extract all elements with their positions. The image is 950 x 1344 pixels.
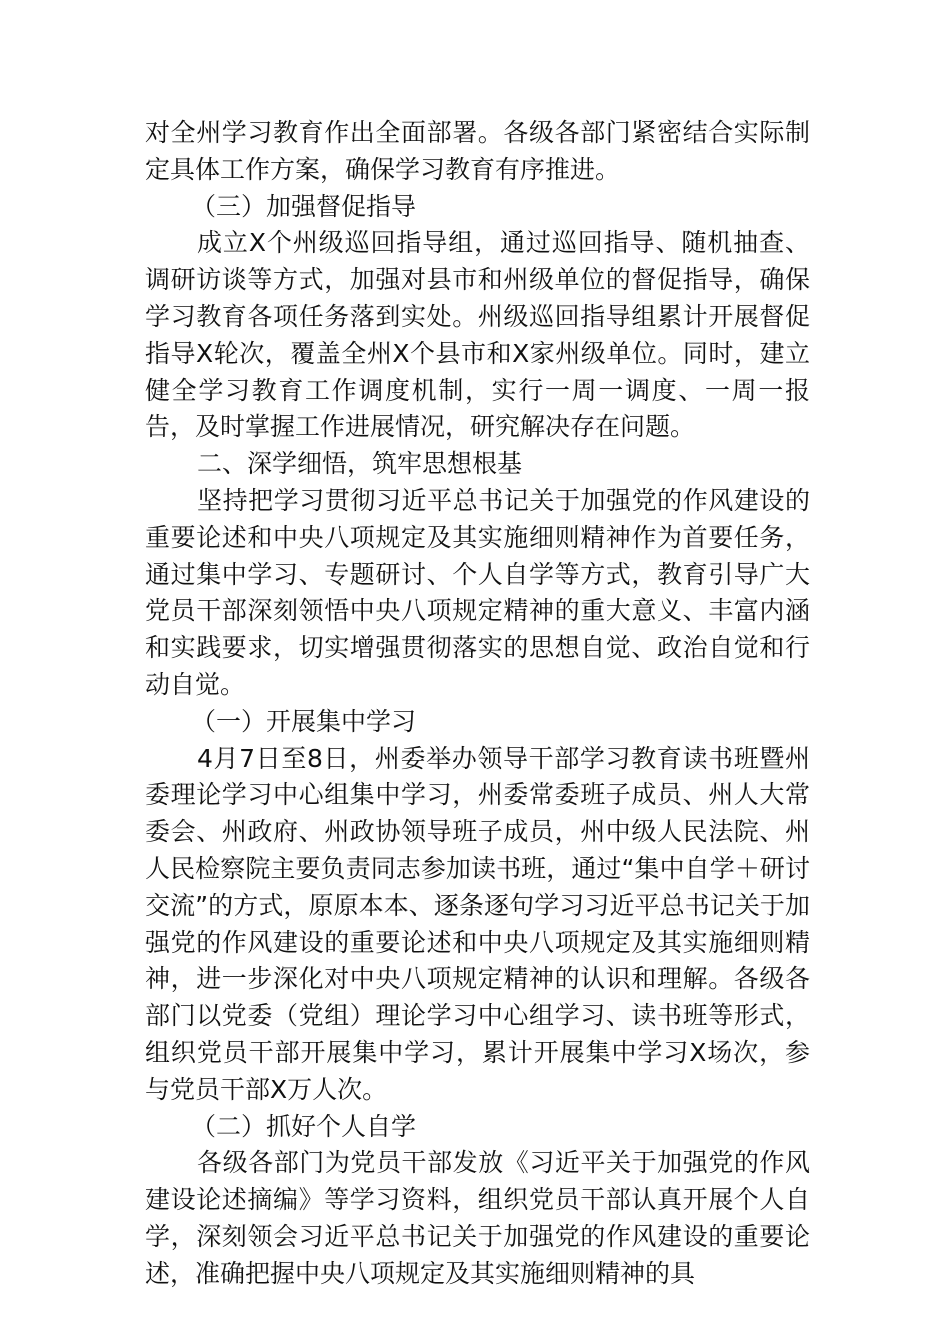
section-heading: 二、深学细悟，筑牢思想根基 xyxy=(197,449,523,479)
body-paragraph-continued: 对全州学习教育作出全面部署。各级各部门紧密结合实际制定具体工作方案，确保学习教育有序推进。 xyxy=(145,118,810,184)
document-page xyxy=(145,115,810,1293)
body-paragraph: 成立X个州级巡回指导组，通过巡回指导、随机抽查、调研访谈等方式，加强对县市和州级单位的督促指导，确保学习教育各项任务落到实处。州级巡回指导组累计开展督促指导X轮次，覆盖全州X个县市和X家州级单位。同时，建立健全学习教育工作调度机制，实行一周一调度、一周一报告，及时掌握工作进展情况，研究解决存在问题。 xyxy=(145,228,810,442)
section-subheading: （二）抓好个人自学 xyxy=(191,1111,417,1141)
section-subheading: （三）加强督促指导 xyxy=(191,191,417,221)
body-paragraph: 4月7日至8日，州委举办领导干部学习教育读书班暨州委理论学习中心组集中学习，州委常委班子成员、州人大常委会、州政府、州政协领导班子成员，州中级人民法院、州人民检察院主要负责同志参加读书班，通过“集中自学＋研讨交流”的方式，原原本本、逐条逐句学习习近平总书记关于加强党的作风建设的重要论述和中央八项规定及其实施细则精神，进一步深化对中央八项规定精神的认识和理解。各级各部门以党委（党组）理论学习中心组学习、读书班等形式，组织党员干部开展集中学习，累计开展集中学习X场次，参与党员干部X万人次。 xyxy=(145,743,810,1104)
section-subheading: （一）开展集中学习 xyxy=(191,706,417,736)
body-paragraph: 各级各部门为党员干部发放《习近平关于加强党的作风建设论述摘编》等学习资料，组织党员干部认真开展个人自学，深刻领会习近平总书记关于加强党的作风建设的重要论述，准确把握中央八项规定及其实施细则精神的具 xyxy=(145,1148,810,1288)
body-paragraph: 坚持把学习贯彻习近平总书记关于加强党的作风建设的重要论述和中央八项规定及其实施细则精神作为首要任务，通过集中学习、专题研讨、个人自学等方式，教育引导广大党员干部深刻领悟中央八项规定精神的重大意义、丰富内涵和实践要求，切实增强贯彻落实的思想自觉、政治自觉和行动自觉。 xyxy=(145,485,810,699)
